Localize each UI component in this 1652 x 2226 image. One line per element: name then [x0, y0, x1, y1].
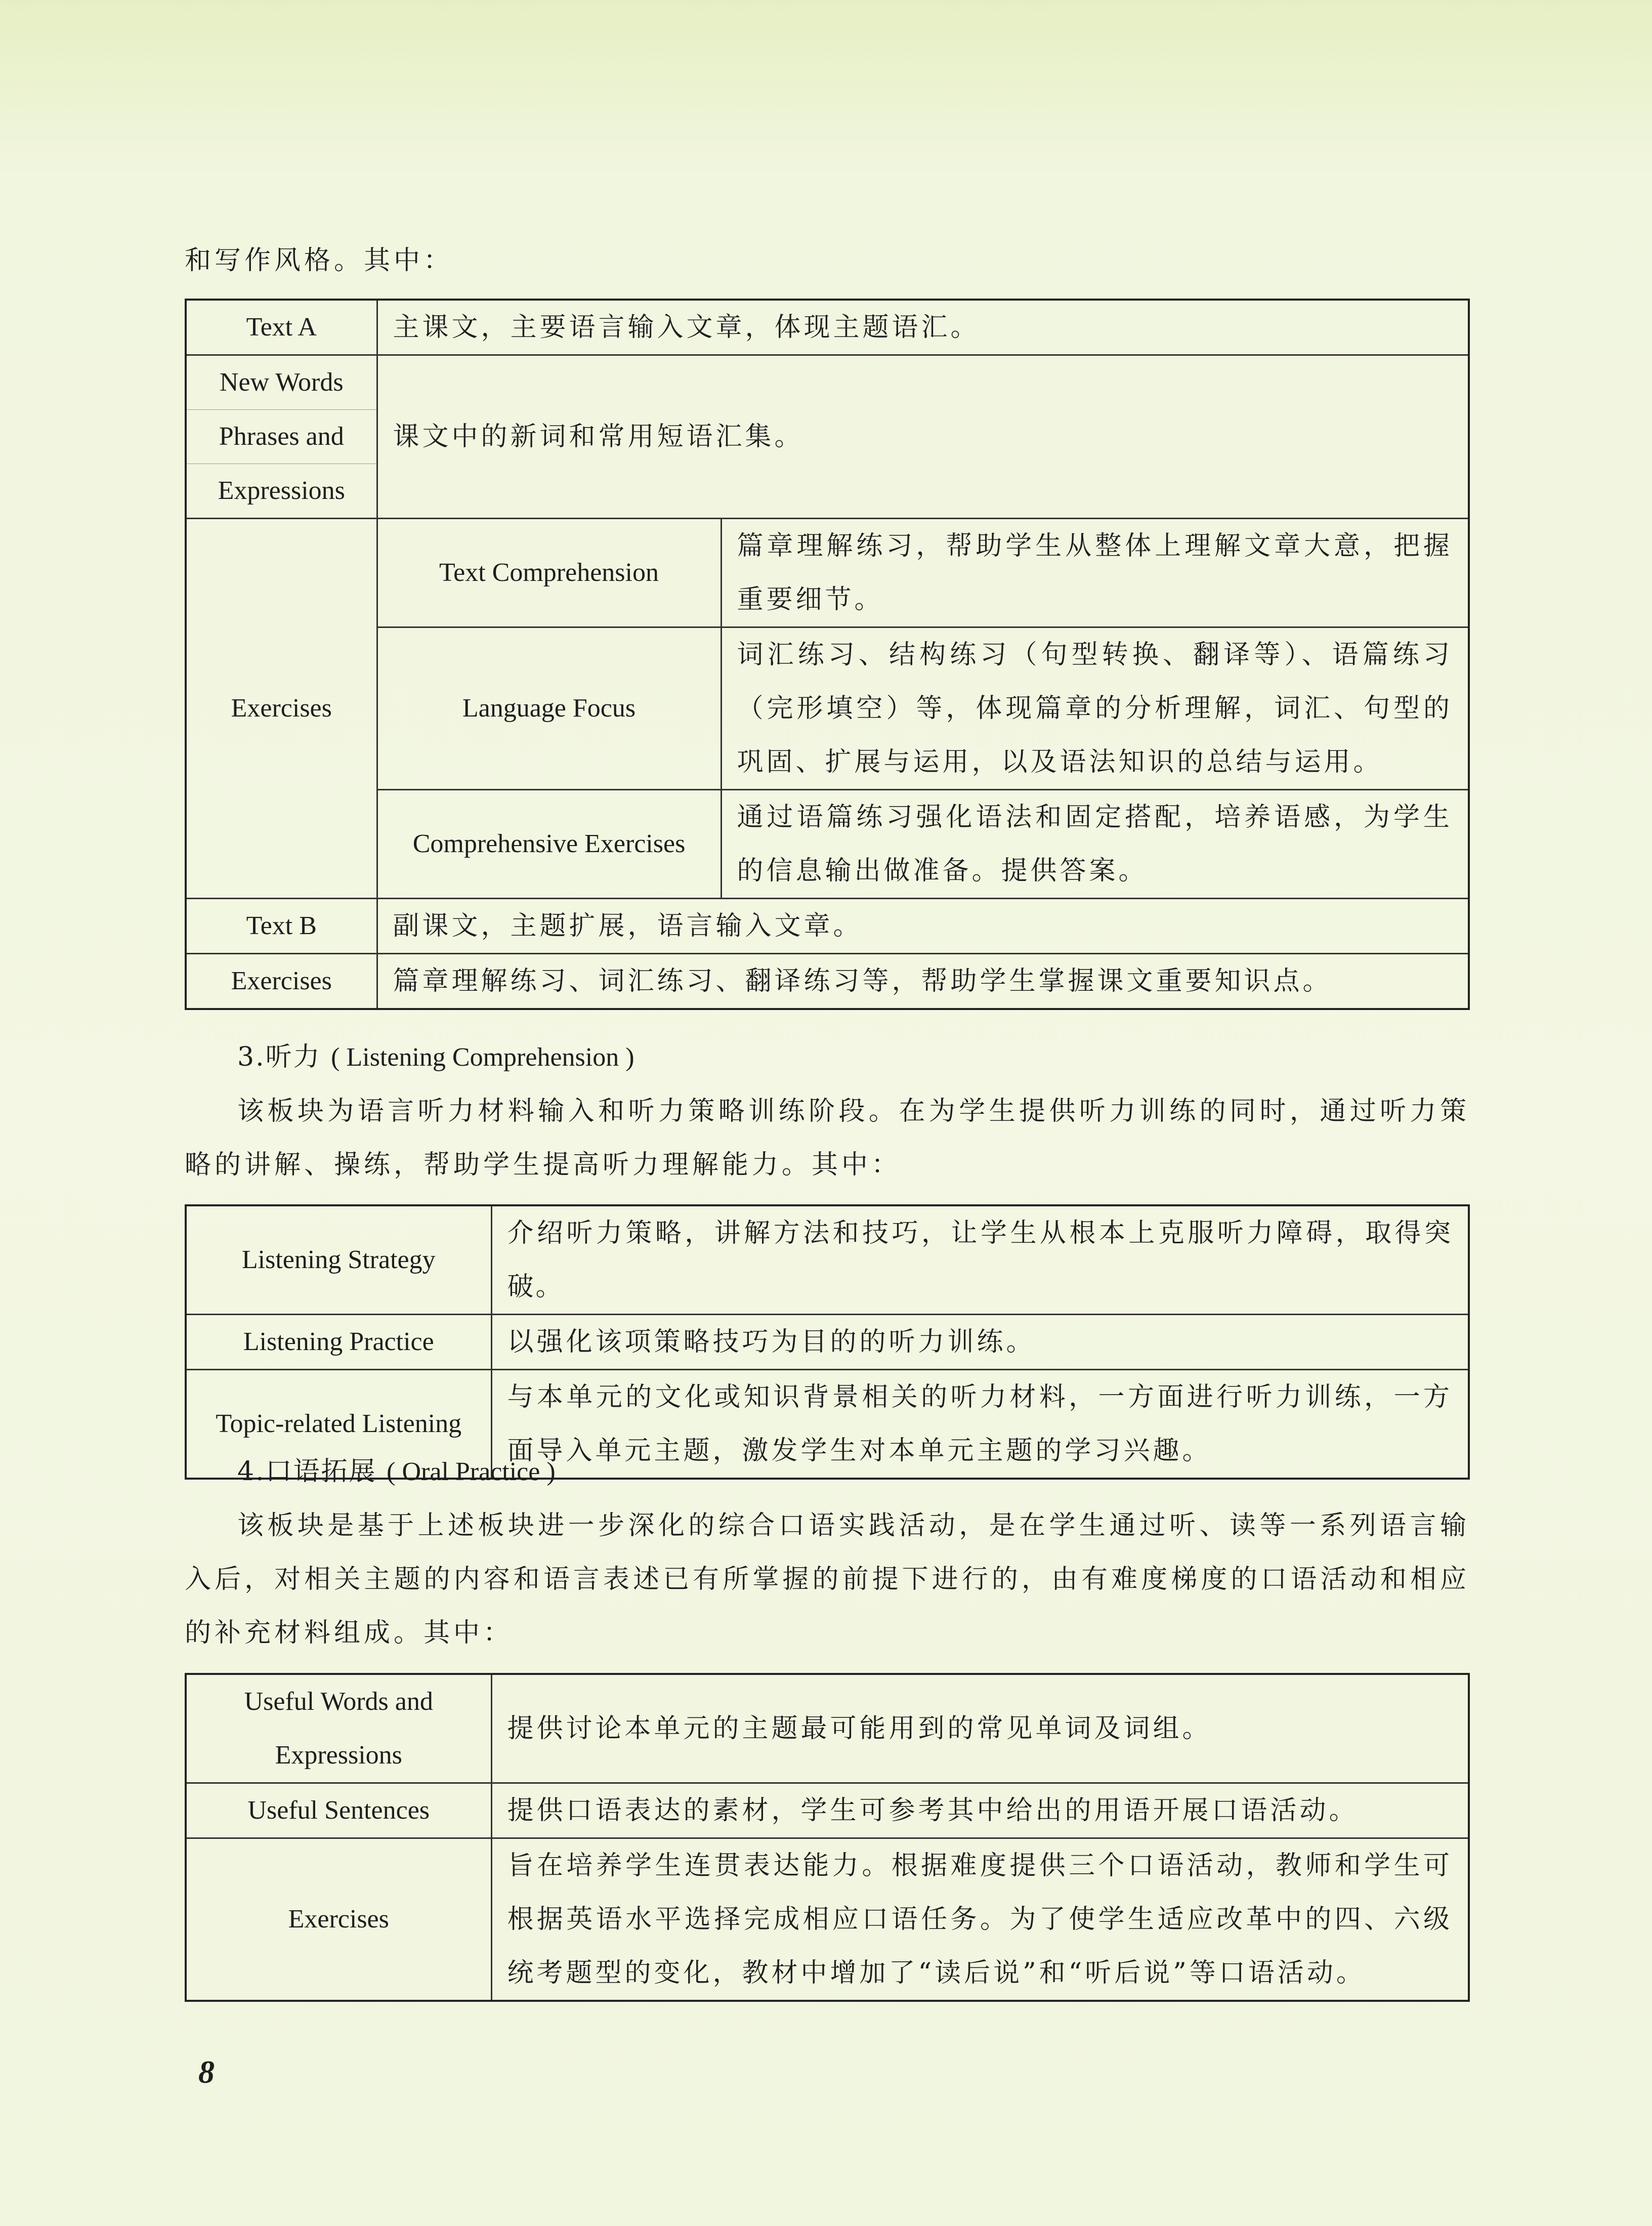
text-comprehension-desc: 篇章理解练习，帮助学生从整体上理解文章大意，把握重要细节。 [721, 519, 1469, 627]
exercises-b-desc: 篇章理解练习、词汇练习、翻译练习等，帮助学生掌握课文重要知识点。 [377, 954, 1469, 1010]
text-b-desc: 副课文，主题扩展，语言输入文章。 [377, 899, 1469, 954]
useful-sentences-desc: 提供口语表达的素材，学生可参考其中给出的用语开展口语活动。 [491, 1783, 1469, 1838]
topic-related-listening-desc: 与本单元的文化或知识背景相关的听力材料，一方面进行听力训练，一方面导入单元主题，激发学生对本单元主题的学习兴趣。 [491, 1370, 1469, 1479]
new-words-desc: 课文中的新词和常用短语汇集。 [377, 355, 1469, 519]
topic-related-listening-label: Topic-related Listening [186, 1370, 491, 1479]
section-4-number: 4. [237, 1456, 266, 1487]
useful-sentences-label: Useful Sentences [186, 1783, 491, 1838]
page-body [185, 234, 1470, 287]
listening-table [185, 1204, 1470, 1480]
table-row [186, 1205, 1469, 1315]
listening-strategy-label: Listening Strategy [186, 1205, 491, 1315]
new-words-label: New Words [186, 355, 377, 410]
table-row [186, 1674, 1469, 1783]
table-row [186, 954, 1469, 1010]
useful-words-label [186, 1674, 491, 1783]
exercises-label: Exercises [186, 519, 377, 899]
section-3-number: 3. [237, 1042, 266, 1072]
table-listening-section [185, 1204, 1470, 1480]
section-4-paragraph: 该板块是基于上述板块进一步深化的综合口语实践活动，是在学生通过听、读等一系列语言输入后，对相关主题的内容和语言表述已有所掌握的前提下进行的，由有难度梯度的口语活动和相应的补充材料组成。其中： [185, 1510, 1470, 1648]
comprehensive-exercises-label: Comprehensive Exercises [377, 790, 721, 899]
section-3-title-en: ( Listening Comprehension ) [331, 1043, 634, 1072]
oral-table [185, 1673, 1470, 2002]
listening-practice-desc: 以强化该项策略技巧为目的的听力训练。 [491, 1315, 1469, 1370]
page-number: 8 [198, 2054, 215, 2090]
phrases-label: Phrases and [186, 410, 377, 464]
section-oral [185, 1445, 1470, 1660]
text-a-desc: 主课文，主要语言输入文章，体现主题语汇。 [377, 300, 1469, 355]
listening-practice-label: Listening Practice [186, 1315, 491, 1370]
section-4-title-en: ( Oral Practice ) [387, 1457, 556, 1486]
oral-exercises-label: Exercises [186, 1838, 491, 2001]
comprehensive-exercises-desc: 通过语篇练习强化语法和固定搭配，培养语感，为学生的信息输出做准备。提供答案。 [721, 790, 1469, 899]
text-comprehension-label: Text Comprehension [377, 519, 721, 627]
useful-words-label-line2: Expressions [275, 1741, 402, 1770]
table-row [186, 355, 1469, 410]
language-focus-desc: 词汇练习、结构练习（句型转换、翻译等）、语篇练习（完形填空）等，体现篇章的分析理解，词汇、句型的巩固、扩展与运用，以及语法知识的总结与运用。 [721, 627, 1469, 790]
section-3-paragraph: 该板块为语言听力材料输入和听力策略训练阶段。在为学生提供听力训练的同时，通过听力策略的讲解、操练，帮助学生提高听力理解能力。其中： [185, 1096, 1470, 1180]
table-row [186, 899, 1469, 954]
table-row [186, 300, 1469, 355]
section-listening [185, 1030, 1470, 1192]
table-oral-section [185, 1673, 1470, 2002]
reading-table [185, 299, 1470, 1010]
table-row [186, 519, 1469, 627]
listening-strategy-desc: 介绍听力策略，讲解方法和技巧，让学生从根本上克服听力障碍，取得突破。 [491, 1205, 1469, 1315]
section-3-title-cn: 听力 [265, 1042, 321, 1072]
table-reading-section [185, 299, 1470, 1010]
language-focus-label: Language Focus [377, 627, 721, 790]
oral-exercises-desc: 旨在培养学生连贯表达能力。根据难度提供三个口语活动，教师和学生可根据英语水平选择完成相应口语任务。为了使学生适应改革中的四、六级统考题型的变化，教材中增加了“读后说”和“听后说”等口语活动。 [491, 1838, 1469, 2001]
table-row [186, 1315, 1469, 1370]
exercises-b-label: Exercises [186, 954, 377, 1010]
section-3-heading [185, 1030, 1470, 1084]
text-b-label: Text B [186, 899, 377, 954]
useful-words-label-line1: Useful Words and [244, 1687, 433, 1716]
intro-line: 和写作风格。其中： [185, 245, 454, 276]
section-4-title-cn: 口语拓展 [265, 1456, 377, 1487]
expressions-label: Expressions [186, 464, 377, 519]
table-row [186, 627, 1469, 790]
text-a-label: Text A [186, 300, 377, 355]
section-4-heading [185, 1445, 1470, 1499]
useful-words-desc: 提供讨论本单元的主题最可能用到的常见单词及词组。 [491, 1674, 1469, 1783]
table-row [186, 1783, 1469, 1838]
table-row [186, 1838, 1469, 2001]
table-row [186, 790, 1469, 899]
